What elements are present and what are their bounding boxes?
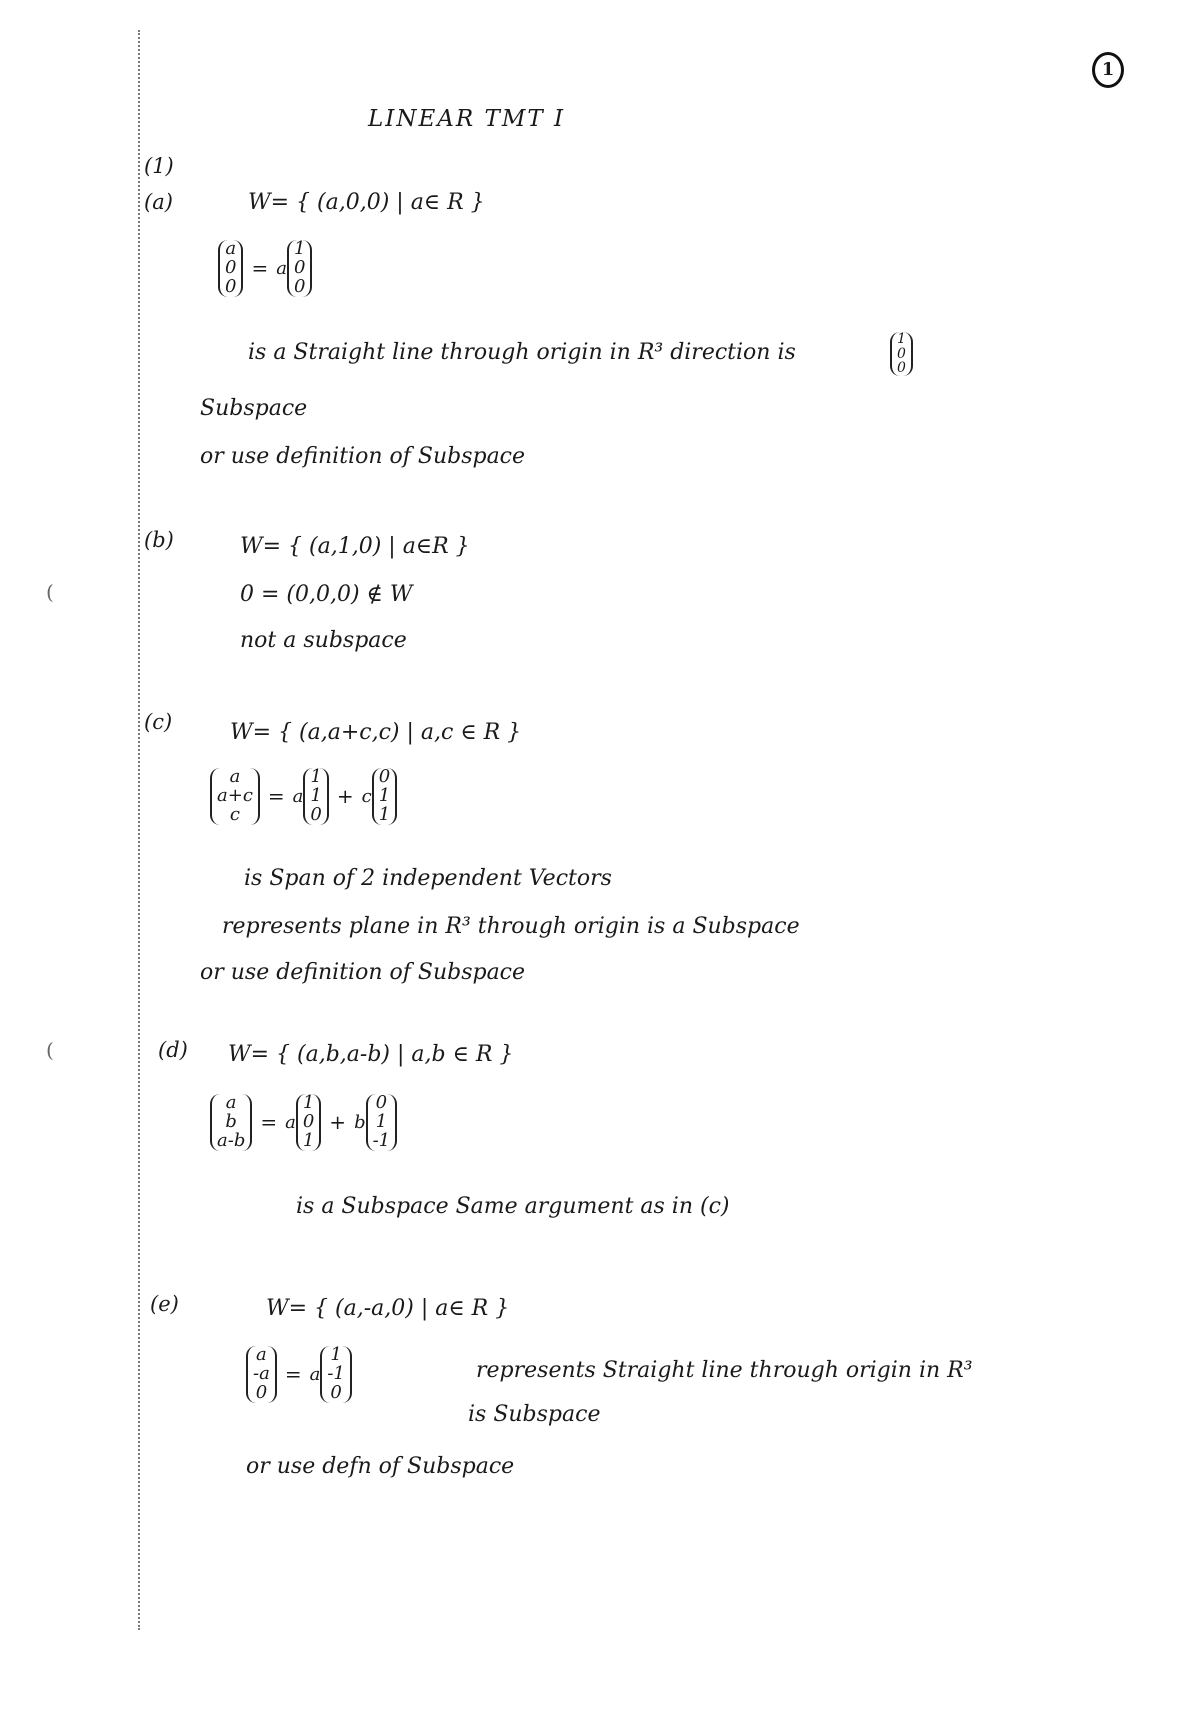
part-e-line1: represents Straight line through origin in R³ <box>476 1358 973 1383</box>
part-e-set: W= { (a,-a,0) | a∈ R } <box>266 1296 510 1321</box>
part-a-line3: or use definition of Subspace <box>200 444 526 469</box>
part-d-set: W= { (a,b,a-b) | a,b ∈ R } <box>228 1042 514 1067</box>
part-b-line2: not a subspace <box>240 628 407 653</box>
part-c-set: W= { (a,a+c,c) | a,c ∈ R } <box>230 720 522 745</box>
part-a-label: (a) <box>144 190 173 214</box>
part-b-label: (b) <box>144 528 174 552</box>
part-b-set: W= { (a,1,0) | a∈R } <box>240 534 470 559</box>
part-a-note: is a Straight line through origin in R³ direction is <box>248 340 796 365</box>
part-a-direction-vector: 1 0 0 <box>890 332 913 376</box>
vector: 0 1 1 <box>372 768 397 825</box>
part-d-label: (d) <box>158 1038 188 1062</box>
part-e-equation: a -a 0 = a 1 -1 0 <box>246 1346 352 1403</box>
vector: 1 0 0 <box>287 240 312 297</box>
part-e-line3: or use defn of Subspace <box>246 1454 515 1479</box>
part-c-line2: represents plane in R³ through origin is a Subspace <box>222 914 800 939</box>
part-d-line1: is a Subspace Same argument as in (c) <box>296 1194 730 1219</box>
vector: a a+c c <box>210 768 260 825</box>
part-a-equation: a 0 0 = a 1 0 0 <box>218 240 312 297</box>
vector: 1 0 1 <box>296 1094 321 1151</box>
margin-mark: ( <box>46 580 54 604</box>
margin-mark: ( <box>46 1038 54 1062</box>
page-number: 1 <box>1092 52 1124 88</box>
part-a-line2: Subspace <box>200 396 308 421</box>
question-label: (1) <box>144 154 174 178</box>
part-c-equation: a a+c c = a 1 1 0 + c 0 1 1 <box>210 768 397 825</box>
part-c-line3: or use definition of Subspace <box>200 960 526 985</box>
vector: a 0 0 <box>218 240 243 297</box>
margin-dotted-line <box>138 30 140 1630</box>
part-b-line1: 0 = (0,0,0) ∉ W <box>240 582 413 607</box>
vector: a b a-b <box>210 1094 252 1151</box>
part-e-label: (e) <box>150 1292 179 1316</box>
part-c-line1: is Span of 2 independent Vectors <box>244 866 612 891</box>
vector: 1 -1 0 <box>320 1346 352 1403</box>
vector: 1 1 0 <box>303 768 328 825</box>
part-c-label: (c) <box>144 710 173 734</box>
part-e-line2: is Subspace <box>468 1402 601 1427</box>
vector: a -a 0 <box>246 1346 277 1403</box>
page-title: LINEAR TMT I <box>368 106 566 132</box>
vector: 0 1 -1 <box>366 1094 398 1151</box>
part-d-equation: a b a-b = a 1 0 1 + b 0 1 -1 <box>210 1094 397 1151</box>
part-a-set: W= { (a,0,0) | a∈ R } <box>248 190 485 215</box>
